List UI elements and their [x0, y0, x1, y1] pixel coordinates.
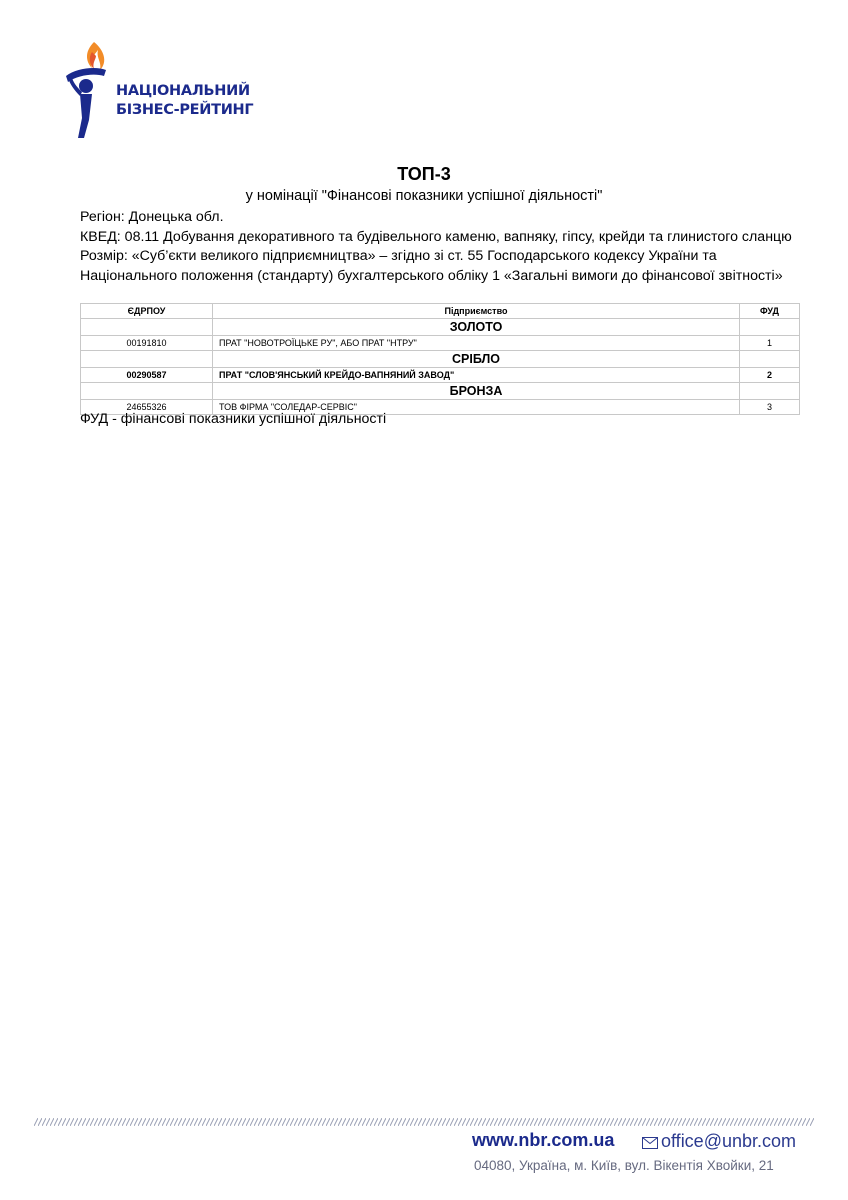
table-row [81, 336, 800, 351]
fud-note: ФУД - фінансові показники успішної діяльності [80, 411, 387, 427]
table-row [81, 368, 800, 383]
medal-label: ЗОЛОТО [213, 319, 740, 336]
medal-label: БРОНЗА [213, 383, 740, 400]
table-header-row [81, 304, 800, 319]
medal-label: СРІБЛО [213, 351, 740, 368]
edrpou-cell: 00191810 [81, 336, 213, 351]
header-edrpou: ЄДРПОУ [81, 304, 213, 319]
envelope-icon [642, 1137, 658, 1149]
size-text: Розмір: «Суб’єкти великого підприємництва» – згідно зі ст. 55 Господарського кодексу України та Національного положення (стандарту) бухгалтерського обліку 1 «Загальні вимоги до фінансової звітності» [80, 248, 783, 284]
medal-row-silver [81, 351, 800, 368]
header-fud: ФУД [740, 304, 800, 319]
page-subtitle: у номінації "Фінансові показники успішної діяльності" [245, 188, 603, 204]
header-company: Підприємство [213, 304, 740, 319]
rating-table [80, 303, 800, 415]
kved-text: КВЕД: 08.11 Добування декоративного та будівельного каменю, вапняку, гіпсу, крейди та глинистого сланцю [80, 228, 792, 245]
region-text: Регіон: Донецька обл. [80, 209, 224, 225]
footer-divider [34, 1118, 814, 1126]
edrpou-cell: 24655326 [81, 400, 213, 415]
page-title: ТОП-3 [397, 164, 451, 184]
medal-row-bronze [81, 383, 800, 400]
fud-cell: 3 [740, 400, 800, 415]
company-logo [62, 38, 252, 142]
fud-cell: 1 [740, 336, 800, 351]
torch-icon [62, 38, 116, 142]
footer-email-text: office@unbr.com [661, 1131, 797, 1151]
footer-address: 04080, Україна, м. Київ, вул. Вікентія Хвойки, 21 [474, 1158, 774, 1173]
logo-text-line1: НАЦІОНАЛЬНИЙ [116, 83, 250, 99]
edrpou-cell: 00290587 [81, 368, 213, 383]
company-cell: ПРАТ "НОВОТРОЇЦЬКЕ РУ", АБО ПРАТ "НТРУ" [213, 336, 740, 351]
company-cell: ТОВ ФІРМА "СОЛЕДАР-СЕРВІС" [213, 400, 740, 415]
company-cell: ПРАТ "СЛОВ'ЯНСЬКИЙ КРЕЙДО-ВАПНЯНИЙ ЗАВОД" [213, 368, 740, 383]
footer-email[interactable] [642, 1131, 796, 1152]
logo-text-line2: БІЗНЕС-РЕЙТИНГ [116, 102, 254, 118]
fud-cell: 2 [740, 368, 800, 383]
footer-website[interactable]: www.nbr.com.ua [472, 1130, 615, 1150]
rating-criteria [80, 208, 800, 286]
medal-row-gold [81, 319, 800, 336]
